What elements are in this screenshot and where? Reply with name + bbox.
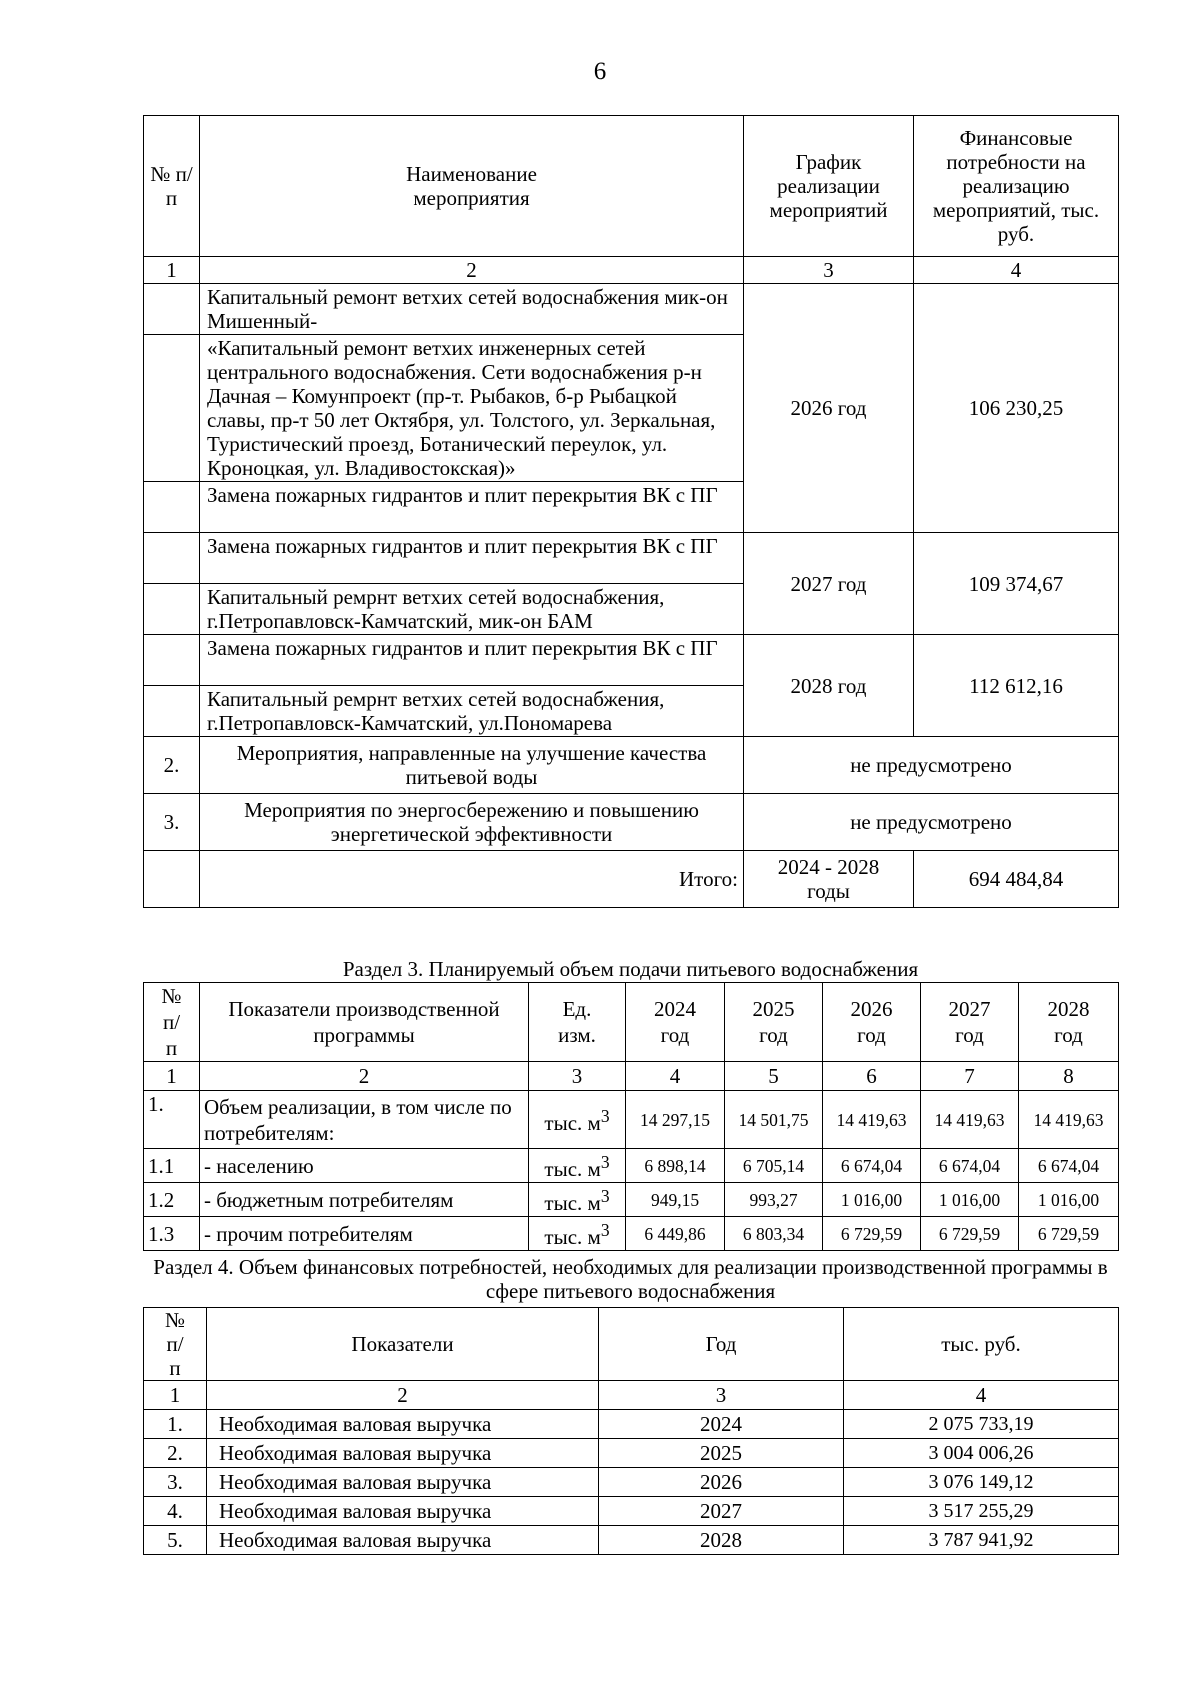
total-row [144, 851, 1119, 908]
section3-title: Раздел 3. Планируемый объем подачи питьевого водоснабжения [342, 957, 919, 981]
amount-2028: 112 612,16 [914, 635, 1119, 737]
row-value: 6 674,04 [1019, 1149, 1119, 1183]
amount-2027: 109 374,67 [914, 533, 1119, 635]
total-period [744, 851, 914, 908]
row-num: 1.2 [144, 1183, 200, 1217]
row-value: 1 016,00 [921, 1183, 1019, 1217]
empty-num-cell [144, 686, 200, 737]
table-row [144, 1410, 1119, 1439]
col-number: 5 [725, 1062, 823, 1091]
header-year [626, 983, 725, 1062]
row-value: 14 501,75 [725, 1091, 823, 1149]
row-indicator: Необходимая валовая выручка [207, 1497, 599, 1526]
col-number: 3 [744, 257, 914, 284]
table-row [144, 533, 1119, 584]
header-year [1019, 983, 1119, 1062]
table-row [144, 794, 1119, 851]
row-indicator: - прочим потребителям [200, 1217, 529, 1251]
row-year: 2025 [599, 1439, 844, 1468]
measure-item: Капитальный ремрнт ветхих сетей водоснабжения, г.Петропавловск-Камчатский, ул.Пономарева [200, 686, 744, 737]
col-number: 6 [823, 1062, 921, 1091]
row-value: 949,15 [626, 1183, 725, 1217]
unit-superscript: 3 [600, 1220, 610, 1240]
not-provided: не предусмотрено [744, 737, 1119, 794]
table-header-row [144, 983, 1119, 1062]
table-row [144, 1439, 1119, 1468]
row-indicator: Необходимая валовая выручка [207, 1526, 599, 1555]
header-unit [529, 983, 626, 1062]
table-row [144, 1149, 1119, 1183]
total-label: Итого: [200, 851, 744, 908]
header-schedule-text: График реализации мероприятий [769, 150, 888, 222]
row-num: 1.3 [144, 1217, 200, 1251]
header-year-text: 2027 год [948, 997, 991, 1047]
row-amount: 2 075 733,19 [844, 1410, 1119, 1439]
row-indicator: Объем реализации, в том числе по потребителям: [200, 1091, 529, 1149]
table-row [144, 284, 1119, 335]
row-value: 6 449,86 [626, 1217, 725, 1251]
column-number-row [144, 1062, 1119, 1091]
row-num: 1.1 [144, 1149, 200, 1183]
measure-item: «Капитальный ремонт ветхих инженерных сетей центрального водоснабжения. Сети водоснабжения р-н Дачная – Комунпроект (пр-т. Рыбаков, б-р Рыбацкой славы, пр-т 50 лет Октября, ул. Толстого, ул. Зеркальная, Туристический проезд, Ботанический переулок, ул. Кроноцкая, ул. Владивостокская)» [200, 335, 744, 482]
header-year [725, 983, 823, 1062]
supply-volume-table [143, 982, 1119, 1251]
amount-2026: 106 230,25 [914, 284, 1119, 533]
table-row [144, 635, 1119, 686]
section4-title: Раздел 4. Объем финансовых потребностей, необходимых для реализации производственной программы в сфере питьевого водоснабжения [153, 1255, 1108, 1303]
row-value: 14 419,63 [921, 1091, 1019, 1149]
header-name-text: Наименование мероприятия [406, 162, 537, 210]
header-num: № п/п [144, 116, 200, 257]
header-finance [914, 116, 1119, 257]
row-indicator: Необходимая валовая выручка [207, 1439, 599, 1468]
col-number: 2 [200, 1062, 529, 1091]
row-num: 1. [144, 1410, 207, 1439]
header-year-text: 2026 год [850, 997, 893, 1047]
page-number: 6 [593, 58, 607, 85]
column-number-row [144, 1381, 1119, 1410]
table-row [144, 1497, 1119, 1526]
col-number: 8 [1019, 1062, 1119, 1091]
row-num: 1. [144, 1091, 200, 1149]
header-num-text: № п/п [164, 1308, 186, 1380]
header-year-text: 2024 год [654, 997, 696, 1047]
empty-num-cell [144, 335, 200, 482]
header-amount: тыс. руб. [844, 1308, 1119, 1381]
measure-item: Мероприятия по энергосбережению и повышению энергетической эффективности [200, 794, 744, 851]
header-unit-text: Ед. изм. [558, 997, 596, 1047]
row-value: 6 705,14 [725, 1149, 823, 1183]
measure-item: Капитальный ремонт ветхих сетей водоснабжения мик-он Мишенный- [200, 284, 744, 335]
row-value: 6 674,04 [921, 1149, 1019, 1183]
table-row [144, 737, 1119, 794]
header-name [200, 116, 744, 257]
row-year: 2027 [599, 1497, 844, 1526]
row-amount: 3 787 941,92 [844, 1526, 1119, 1555]
unit-superscript: 3 [600, 1186, 610, 1206]
unit-text: тыс. м [544, 1191, 601, 1215]
row-num: 2. [144, 1439, 207, 1468]
row-value: 14 419,63 [1019, 1091, 1119, 1149]
total-period-text: 2024 - 2028 годы [777, 855, 880, 903]
header-schedule [744, 116, 914, 257]
unit-superscript: 3 [600, 1152, 610, 1172]
row-indicator: - бюджетным потребителям [200, 1183, 529, 1217]
row-value: 6 674,04 [823, 1149, 921, 1183]
header-year-text: 2025 год [752, 997, 795, 1047]
column-number-row [144, 257, 1119, 284]
empty-num-cell [144, 533, 200, 584]
schedule-2026: 2026 год [744, 284, 914, 533]
measure-item-text: Мероприятия, направленные на улучшение качества питьевой воды [236, 741, 707, 789]
schedule-2027: 2027 год [744, 533, 914, 635]
measure-item: Замена пожарных гидрантов и плит перекрытия ВК с ПГ [200, 482, 744, 533]
row-year: 2024 [599, 1410, 844, 1439]
header-year [921, 983, 1019, 1062]
table-row [144, 1468, 1119, 1497]
row-value: 6 729,59 [823, 1217, 921, 1251]
empty-num-cell [144, 851, 200, 908]
col-number: 2 [207, 1381, 599, 1410]
unit-text: тыс. м [544, 1111, 601, 1135]
row-value: 14 419,63 [823, 1091, 921, 1149]
empty-num-cell [144, 284, 200, 335]
col-number: 2 [200, 257, 744, 284]
col-number: 4 [914, 257, 1119, 284]
table-header-row [144, 1308, 1119, 1381]
schedule-2028: 2028 год [744, 635, 914, 737]
row-unit [529, 1091, 626, 1149]
col-number: 3 [529, 1062, 626, 1091]
col-number: 4 [626, 1062, 725, 1091]
row-indicator: - населению [200, 1149, 529, 1183]
header-indicator-text: Показатели производственной программы [228, 997, 500, 1047]
row-unit [529, 1217, 626, 1251]
measure-item: Замена пожарных гидрантов и плит перекрытия ВК с ПГ [200, 533, 744, 584]
row-value: 1 016,00 [1019, 1183, 1119, 1217]
col-number: 1 [144, 257, 200, 284]
row-num: 3. [144, 1468, 207, 1497]
header-finance-text: Финансовые потребности на реализацию мероприятий, тыс. руб. [932, 126, 1100, 246]
unit-text: тыс. м [544, 1225, 601, 1249]
header-year: Год [599, 1308, 844, 1381]
row-value: 6 803,34 [725, 1217, 823, 1251]
row-unit [529, 1183, 626, 1217]
empty-num-cell [144, 584, 200, 635]
row-value: 14 297,15 [626, 1091, 725, 1149]
col-number: 4 [844, 1381, 1119, 1410]
measures-table [143, 115, 1119, 908]
table-row [144, 1183, 1119, 1217]
header-num [144, 983, 200, 1062]
table-row [144, 1091, 1119, 1149]
col-number: 3 [599, 1381, 844, 1410]
header-indicator [200, 983, 529, 1062]
row-indicator: Необходимая валовая выручка [207, 1410, 599, 1439]
table-header-row [144, 116, 1119, 257]
header-indicator: Показатели [207, 1308, 599, 1381]
header-year [823, 983, 921, 1062]
empty-num-cell [144, 482, 200, 533]
financial-needs-table [143, 1307, 1119, 1555]
row-value: 6 898,14 [626, 1149, 725, 1183]
unit-text: тыс. м [544, 1157, 601, 1181]
row-amount: 3 076 149,12 [844, 1468, 1119, 1497]
header-num [144, 1308, 207, 1381]
row-value: 6 729,59 [1019, 1217, 1119, 1251]
not-provided: не предусмотрено [744, 794, 1119, 851]
measure-item [200, 737, 744, 794]
row-value: 6 729,59 [921, 1217, 1019, 1251]
empty-num-cell [144, 635, 200, 686]
row-value: 1 016,00 [823, 1183, 921, 1217]
row-indicator: Необходимая валовая выручка [207, 1468, 599, 1497]
total-amount: 694 484,84 [914, 851, 1119, 908]
header-num-text: № п/п [161, 984, 182, 1060]
row-num: 5. [144, 1526, 207, 1555]
row-num: 4. [144, 1497, 207, 1526]
row-amount: 3 004 006,26 [844, 1439, 1119, 1468]
header-year-text: 2028 год [1047, 997, 1090, 1047]
row-num: 2. [144, 737, 200, 794]
row-unit [529, 1149, 626, 1183]
row-year: 2026 [599, 1468, 844, 1497]
row-value: 993,27 [725, 1183, 823, 1217]
unit-superscript: 3 [600, 1106, 610, 1126]
col-number: 7 [921, 1062, 1019, 1091]
measure-item: Капитальный ремрнт ветхих сетей водоснабжения, г.Петропавловск-Камчатский, мик-он БАМ [200, 584, 744, 635]
col-number: 1 [144, 1381, 207, 1410]
table-row [144, 1526, 1119, 1555]
measure-item: Замена пожарных гидрантов и плит перекрытия ВК с ПГ [200, 635, 744, 686]
row-year: 2028 [599, 1526, 844, 1555]
row-num: 3. [144, 794, 200, 851]
table-row [144, 1217, 1119, 1251]
col-number: 1 [144, 1062, 200, 1091]
row-amount: 3 517 255,29 [844, 1497, 1119, 1526]
